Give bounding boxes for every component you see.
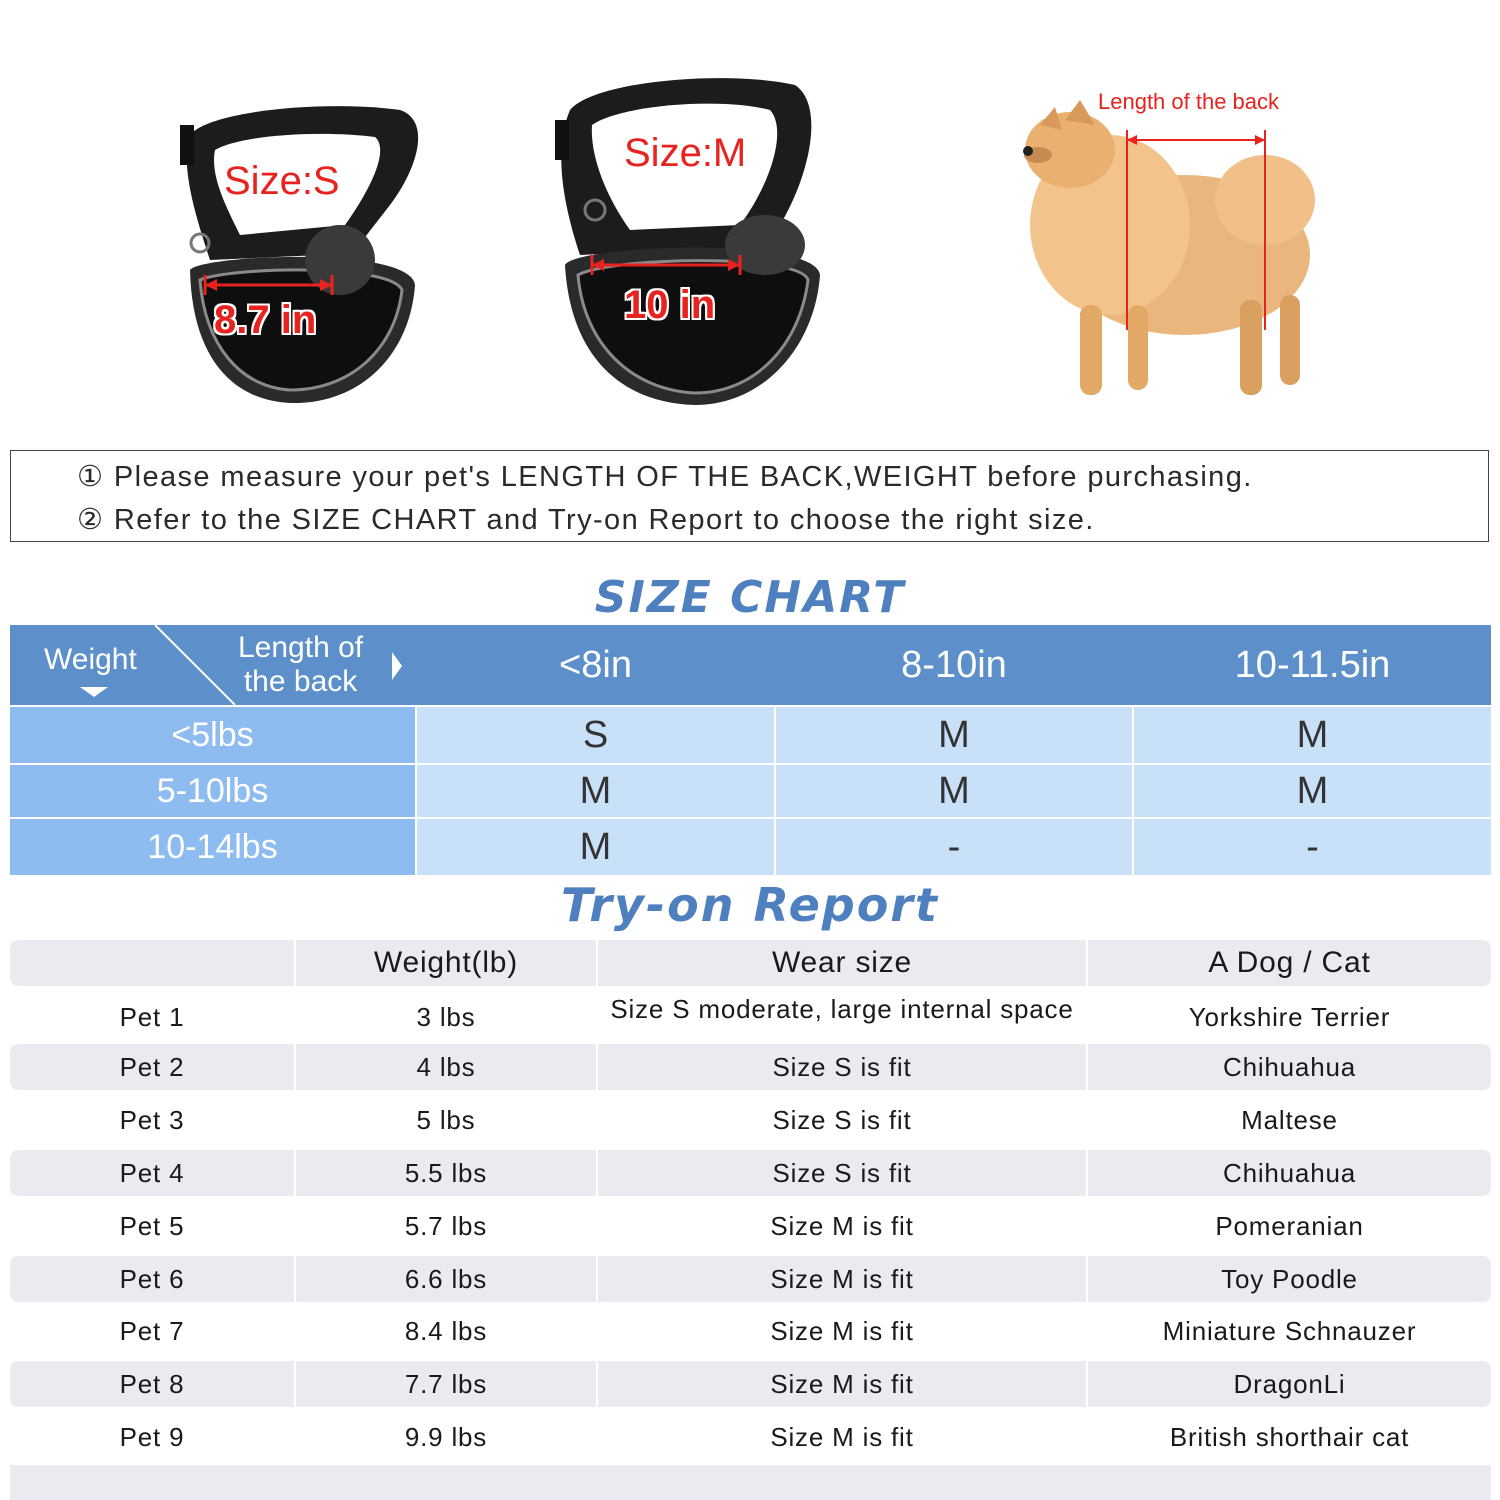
size-chart-title: SIZE CHART bbox=[594, 572, 906, 623]
tryon-header-cell: Wear size bbox=[771, 946, 913, 979]
size-chart-row-weight: 5-10lbs bbox=[10, 765, 415, 817]
tryon-weight-cell: 9.9 lbs bbox=[404, 1421, 488, 1452]
corner-weight-label: Weight bbox=[44, 643, 137, 676]
tryon-row bbox=[10, 1044, 1491, 1090]
tryon-weight-cell: 5.7 lbs bbox=[404, 1210, 488, 1241]
size-chart-row-weight: 10-14lbs bbox=[10, 819, 415, 875]
tryon-breed-cell: Pomeranian bbox=[1215, 1210, 1364, 1241]
pomeranian-image bbox=[1010, 85, 1360, 415]
instructions-box bbox=[10, 450, 1489, 542]
dimension-small-label: 8.7 in bbox=[214, 298, 317, 342]
tryon-breed-cell: British shorthair cat bbox=[1169, 1421, 1410, 1452]
size-chart-col-header: <8in bbox=[559, 643, 632, 686]
medium-sling-bag bbox=[550, 75, 850, 415]
tryon-weight-cell: 8.4 lbs bbox=[404, 1315, 488, 1346]
tryon-row bbox=[10, 1097, 1491, 1143]
size-chart-row bbox=[10, 765, 1491, 817]
tryon-pet-cell: Pet 6 bbox=[119, 1263, 185, 1294]
tryon-breed-cell: Toy Poodle bbox=[1221, 1263, 1358, 1294]
size-chart-cell: S bbox=[417, 707, 774, 763]
tryon-row bbox=[10, 994, 1491, 1040]
bottom-band bbox=[10, 1465, 1491, 1500]
tryon-weight-cell: 4 lbs bbox=[416, 1051, 476, 1082]
tryon-breed-cell: Miniature Schnauzer bbox=[1162, 1315, 1417, 1346]
tryon-wear-size-cell: Size M is fit bbox=[770, 1263, 914, 1294]
tryon-pet-cell: Pet 7 bbox=[119, 1315, 185, 1346]
tryon-report-title: Try-on Report bbox=[561, 878, 939, 932]
corner-length-line-2: the back bbox=[243, 665, 358, 698]
tryon-wear-size-cell: Size S is fit bbox=[772, 1157, 912, 1188]
instruction-line-1 bbox=[77, 459, 1253, 494]
instruction-marker-1: ① bbox=[77, 461, 105, 493]
size-chart-cell: M bbox=[1134, 765, 1491, 817]
tryon-row bbox=[10, 1414, 1491, 1460]
tryon-wear-size-cell: Size M is fit bbox=[770, 1368, 914, 1399]
tryon-pet-cell: Pet 1 bbox=[119, 1001, 185, 1032]
tryon-header-cell: A Dog / Cat bbox=[1208, 946, 1371, 979]
tryon-header-cell bbox=[10, 940, 294, 986]
length-of-back-label: Length of the back bbox=[1098, 89, 1280, 114]
tryon-pet-cell: Pet 2 bbox=[119, 1051, 185, 1082]
size-chart-cell: M bbox=[417, 819, 774, 875]
tryon-weight-cell: 7.7 lbs bbox=[404, 1368, 488, 1399]
size-s-label: Size:S bbox=[224, 159, 340, 203]
tryon-row bbox=[10, 1308, 1491, 1354]
tryon-header-row bbox=[10, 940, 1491, 986]
size-chart-header bbox=[10, 625, 1491, 705]
tryon-breed-cell: DragonLi bbox=[1233, 1368, 1346, 1399]
tryon-weight-cell: 5 lbs bbox=[416, 1104, 476, 1135]
tryon-breed-cell: Chihuahua bbox=[1223, 1157, 1356, 1188]
corner-length-label bbox=[238, 631, 363, 699]
right-arrow-icon bbox=[392, 652, 402, 680]
tryon-row bbox=[10, 1361, 1491, 1407]
dog-measure-illustration bbox=[1010, 85, 1360, 415]
tryon-pet-cell: Pet 3 bbox=[119, 1104, 185, 1135]
down-arrow-icon bbox=[80, 687, 108, 697]
tryon-wear-size-cell: Size M is fit bbox=[770, 1421, 914, 1452]
instruction-line-2 bbox=[77, 502, 1095, 537]
size-chart-cell: M bbox=[776, 765, 1132, 817]
dimension-arrow-small bbox=[170, 95, 440, 415]
tryon-pet-cell: Pet 4 bbox=[119, 1157, 185, 1188]
dimension-medium-label: 10 in bbox=[624, 283, 716, 327]
instruction-text-1: Please measure your pet's LENGTH OF THE BACK,WEIGHT before purchasing. bbox=[113, 461, 1253, 493]
tryon-breed-cell: Maltese bbox=[1241, 1104, 1338, 1135]
size-chart-corner bbox=[10, 625, 415, 705]
tryon-wear-size-cell: Size S is fit bbox=[772, 1051, 912, 1082]
dimension-arrow-medium bbox=[550, 75, 850, 415]
tryon-weight-cell: 6.6 lbs bbox=[404, 1263, 488, 1294]
tryon-weight-cell: 3 lbs bbox=[416, 1001, 476, 1032]
size-chart-cell: M bbox=[776, 707, 1132, 763]
tryon-pet-cell: Pet 8 bbox=[119, 1368, 185, 1399]
size-chart-col-header: 10-11.5in bbox=[1234, 643, 1391, 686]
tryon-row bbox=[10, 1256, 1491, 1302]
size-chart-cell: - bbox=[776, 819, 1132, 875]
size-chart-row bbox=[10, 819, 1491, 875]
tryon-pet-cell: Pet 9 bbox=[119, 1421, 185, 1452]
tryon-row bbox=[10, 1150, 1491, 1196]
size-chart-row-weight: <5lbs bbox=[10, 707, 415, 763]
tryon-row bbox=[10, 1203, 1491, 1249]
size-chart-cell: M bbox=[417, 765, 774, 817]
tryon-wear-size-cell: Size M is fit bbox=[770, 1315, 914, 1346]
size-chart-col-header: 8-10in bbox=[901, 643, 1007, 686]
tryon-breed-cell: Chihuahua bbox=[1223, 1051, 1356, 1082]
size-m-label: Size:M bbox=[624, 131, 747, 175]
tryon-breed-cell: Yorkshire Terrier bbox=[1188, 1001, 1391, 1032]
size-chart-cell: M bbox=[1134, 707, 1491, 763]
size-chart-row bbox=[10, 707, 1491, 763]
size-chart-cell: - bbox=[1134, 819, 1491, 875]
tryon-header-cell: Weight(lb) bbox=[373, 946, 519, 979]
corner-length-line-1: Length of bbox=[238, 631, 364, 664]
tryon-wear-size-cell: Size M is fit bbox=[770, 1210, 914, 1241]
instruction-text-2: Refer to the SIZE CHART and Try-on Report to choose the right size. bbox=[113, 504, 1095, 536]
tryon-weight-cell: 5.5 lbs bbox=[404, 1157, 488, 1188]
small-sling-bag bbox=[170, 95, 440, 415]
instruction-marker-2: ② bbox=[77, 504, 105, 536]
tryon-wear-size-cell: Size S moderate, large internal space bbox=[610, 994, 1074, 1024]
tryon-pet-cell: Pet 5 bbox=[119, 1210, 185, 1241]
tryon-wear-size-cell: Size S is fit bbox=[772, 1104, 912, 1135]
